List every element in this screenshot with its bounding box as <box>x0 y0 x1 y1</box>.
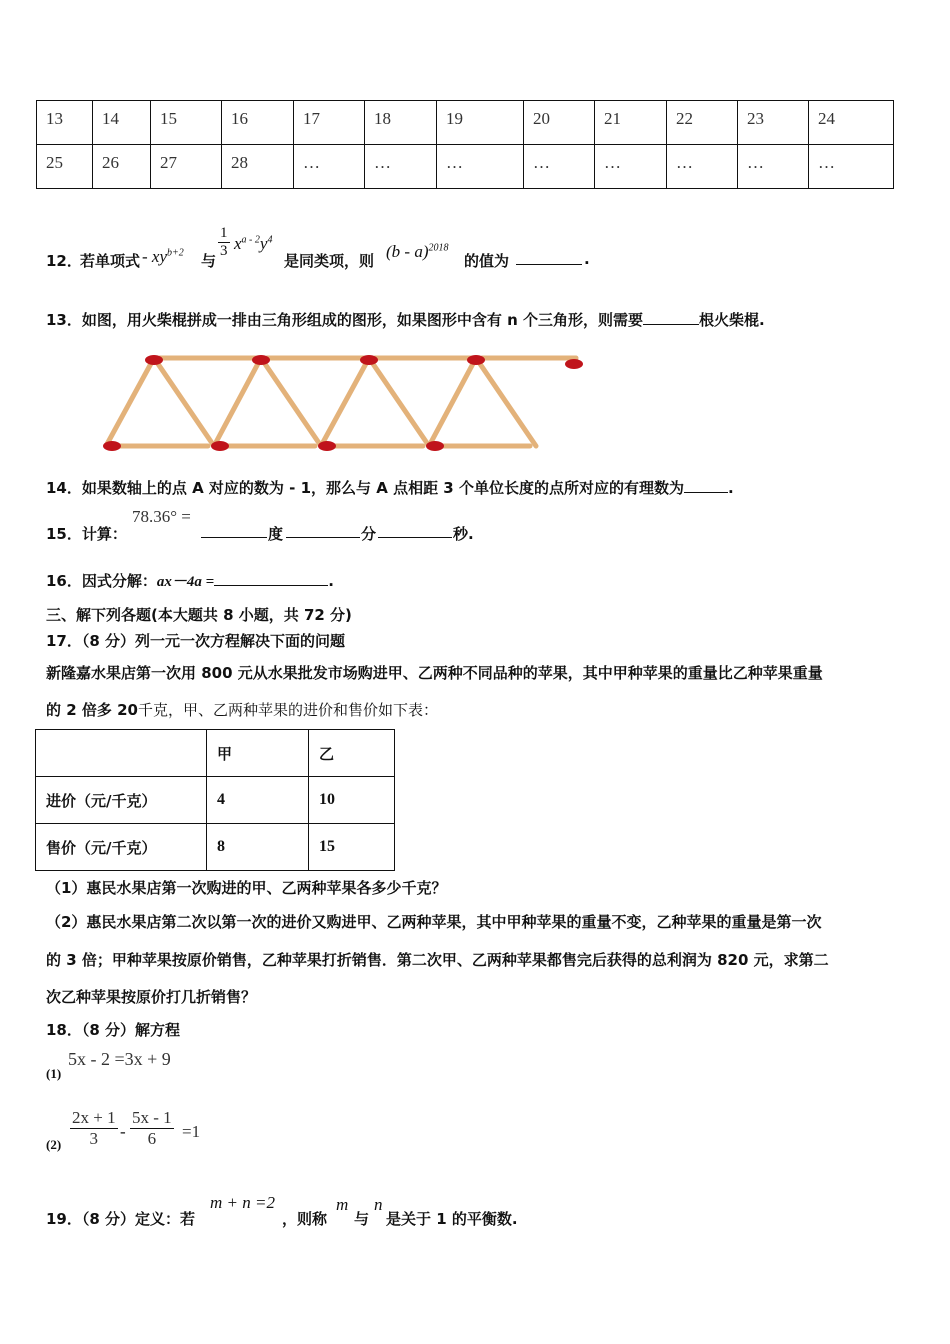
fraction-numerator: 1 <box>220 225 228 241</box>
table-cell: 20 <box>524 101 595 145</box>
table-cell: … <box>738 145 809 189</box>
monomial-2-x: x <box>234 234 242 253</box>
table-header-row <box>36 730 395 777</box>
equation-expression: 5x - 2 =3x + 9 <box>68 1049 171 1069</box>
table-cell: 17 <box>294 101 365 145</box>
match-head <box>360 355 378 365</box>
table-cell: … <box>809 145 894 189</box>
question-text: 14．如果数轴上的点 A 对应的数为 - 1，那么与 A 点相距 3 个单位长度的点所对应的有理数为 <box>46 479 684 497</box>
answer-blank[interactable] <box>214 571 328 586</box>
table-cell: 13 <box>37 101 93 145</box>
question-text: 的值为 <box>464 252 510 270</box>
fraction-one-third <box>218 225 230 260</box>
factor-expression: ax－4a = <box>156 574 215 590</box>
question-13 <box>46 309 765 330</box>
monomial-1-base: - xy <box>142 247 168 266</box>
question-text: 与 <box>201 252 217 270</box>
question-text: 13．如图，用火柴棍拼成一排由三角形组成的图形，如果图形中含有 n 个三角形，则需要 <box>46 311 644 329</box>
number-sequence-table <box>36 100 894 189</box>
table-cell: 22 <box>667 101 738 145</box>
question-text: 的 2 倍多 20 <box>46 701 138 719</box>
question-text: ，则称 <box>282 1210 328 1228</box>
table-row <box>37 101 894 145</box>
question-17-heading: 17．（8 分）列一元一次方程解决下面的问题 <box>46 632 346 650</box>
table-header-cell: 乙 <box>309 730 395 777</box>
table-cell: 19 <box>437 101 524 145</box>
question-18-heading: 18．（8 分）解方程 <box>46 1021 181 1039</box>
question-text: 根火柴棍. <box>699 311 765 329</box>
question-17-sub-2-line: 次乙种苹果按原价打几折销售？ <box>46 988 257 1006</box>
table-cell: 进价（元/千克） <box>36 777 207 824</box>
matchsticks <box>106 358 576 446</box>
monomial-2 <box>234 234 272 254</box>
fraction-denominator: 6 <box>147 1129 157 1148</box>
table-cell: 15 <box>309 824 395 871</box>
variable-m: m <box>336 1195 349 1214</box>
match-head <box>211 441 229 451</box>
section-heading: 三、解下列各题(本大题共 8 小题，共 72 分) <box>46 606 352 624</box>
second-blank[interactable] <box>378 523 452 538</box>
table-cell: 26 <box>93 145 151 189</box>
table-cell: 25 <box>37 145 93 189</box>
question-17-sub-2-line: 的 3 倍；甲种苹果按原价销售，乙种苹果打折销售．第二次甲、乙两种苹果都售完后获得的总利润为 820 元，求第二 <box>46 951 829 969</box>
question-17-sub-1: （1）惠民水果店第一次购进的甲、乙两种苹果各多少千克？ <box>46 879 447 897</box>
matchstick <box>106 358 154 446</box>
question-label: 16．因式分解： <box>46 572 157 590</box>
monomial-1 <box>142 247 184 267</box>
question-text: . <box>584 250 590 268</box>
table-cell: … <box>595 145 667 189</box>
degree-blank[interactable] <box>201 523 267 538</box>
table-cell: 27 <box>151 145 222 189</box>
table-row <box>37 145 894 189</box>
minus-sign: - <box>120 1122 126 1141</box>
table-cell: 售价（元/千克） <box>36 824 207 871</box>
equation-label: (1) <box>46 1066 62 1081</box>
matchstick <box>214 358 261 446</box>
power-expression <box>386 242 448 262</box>
question-17-text-line <box>46 699 438 720</box>
question-17-sub-2-line: （2）惠民水果店第二次以第一次的进价又购进甲、乙两种苹果，其中甲种苹果的重量不变，乙种苹果的重量是第一次 <box>46 913 822 931</box>
matchstick <box>154 358 214 446</box>
matchstick <box>429 358 476 446</box>
fraction-numerator: 2x + 1 <box>72 1108 116 1127</box>
minute-blank[interactable] <box>286 523 360 538</box>
fraction-numerator: 5x - 1 <box>132 1108 172 1127</box>
unit-minute: 分 <box>361 525 377 543</box>
variable-n: n <box>374 1195 383 1214</box>
fraction-denominator: 3 <box>89 1129 99 1148</box>
question-16 <box>46 570 334 591</box>
unit-second: 秒. <box>453 525 474 543</box>
question-text: 19．（8 分）定义：若 <box>46 1210 196 1228</box>
price-table <box>35 729 395 871</box>
table-cell: 21 <box>595 101 667 145</box>
table-cell: 8 <box>207 824 309 871</box>
question-text: . <box>328 572 334 590</box>
table-cell: … <box>294 145 365 189</box>
table-cell: … <box>365 145 437 189</box>
table-cell: 16 <box>222 101 294 145</box>
question-text: 若单项式 <box>80 252 141 270</box>
monomial-2-y: y <box>259 234 268 253</box>
question-14 <box>46 477 734 498</box>
table-cell: 4 <box>207 777 309 824</box>
matchstick <box>369 358 429 446</box>
table-cell: 15 <box>151 101 222 145</box>
question-17-text-line: 新隆嘉水果店第一次用 800 元从水果批发市场购进甲、乙两种不同品种的苹果，其中甲种苹果的重量比乙种苹果重量 <box>46 664 823 682</box>
monomial-2-y-exponent: 4 <box>267 234 273 246</box>
matchstick <box>261 358 321 446</box>
fraction-denominator: 3 <box>220 243 228 259</box>
match-head <box>565 359 583 369</box>
question-text: 是同类项，则 <box>284 252 375 270</box>
match-head <box>103 441 121 451</box>
table-cell: 18 <box>365 101 437 145</box>
question-text: . <box>727 479 734 497</box>
equation-rhs: =1 <box>182 1122 201 1141</box>
table-cell: … <box>524 145 595 189</box>
question-text: 与 <box>354 1210 370 1228</box>
table-row <box>36 824 395 871</box>
question-text: 千克，甲、乙两种苹果的进价和售价如下表： <box>137 701 438 719</box>
match-head <box>318 441 336 451</box>
table-header-cell: 甲 <box>207 730 309 777</box>
question-text: 是关于 1 的平衡数. <box>386 1210 518 1228</box>
match-head <box>145 355 163 365</box>
table-cell: … <box>667 145 738 189</box>
table-row <box>36 777 395 824</box>
matchstick <box>476 358 536 446</box>
answer-blank[interactable] <box>516 250 582 265</box>
matchstick-triangles-figure <box>96 346 586 456</box>
fraction-1 <box>70 1108 118 1149</box>
equation-label: (2) <box>46 1137 62 1152</box>
fraction-2 <box>130 1108 174 1149</box>
match-head <box>252 355 270 365</box>
table-cell: 10 <box>309 777 395 824</box>
question-number: 12． <box>46 252 82 270</box>
angle-expression: 78.36° = <box>132 507 191 526</box>
question-label: 15．计算： <box>46 525 127 543</box>
table-cell: 23 <box>738 101 809 145</box>
table-header-cell <box>36 730 207 777</box>
table-cell: … <box>437 145 524 189</box>
match-head <box>426 441 444 451</box>
table-cell: 24 <box>809 101 894 145</box>
matchstick <box>321 358 369 446</box>
unit-degree: 度 <box>268 525 284 543</box>
answer-blank[interactable] <box>643 310 699 325</box>
table-cell: 14 <box>93 101 151 145</box>
definition-expression: m + n =2 <box>210 1193 275 1212</box>
match-head <box>467 355 485 365</box>
table-cell: 28 <box>222 145 294 189</box>
monomial-2-x-exponent: a - 2 <box>241 234 260 246</box>
monomial-1-exponent: b+2 <box>167 247 184 259</box>
power-base: (b - a) <box>386 242 429 261</box>
power-exponent: 2018 <box>428 242 449 254</box>
answer-blank[interactable] <box>684 478 728 493</box>
